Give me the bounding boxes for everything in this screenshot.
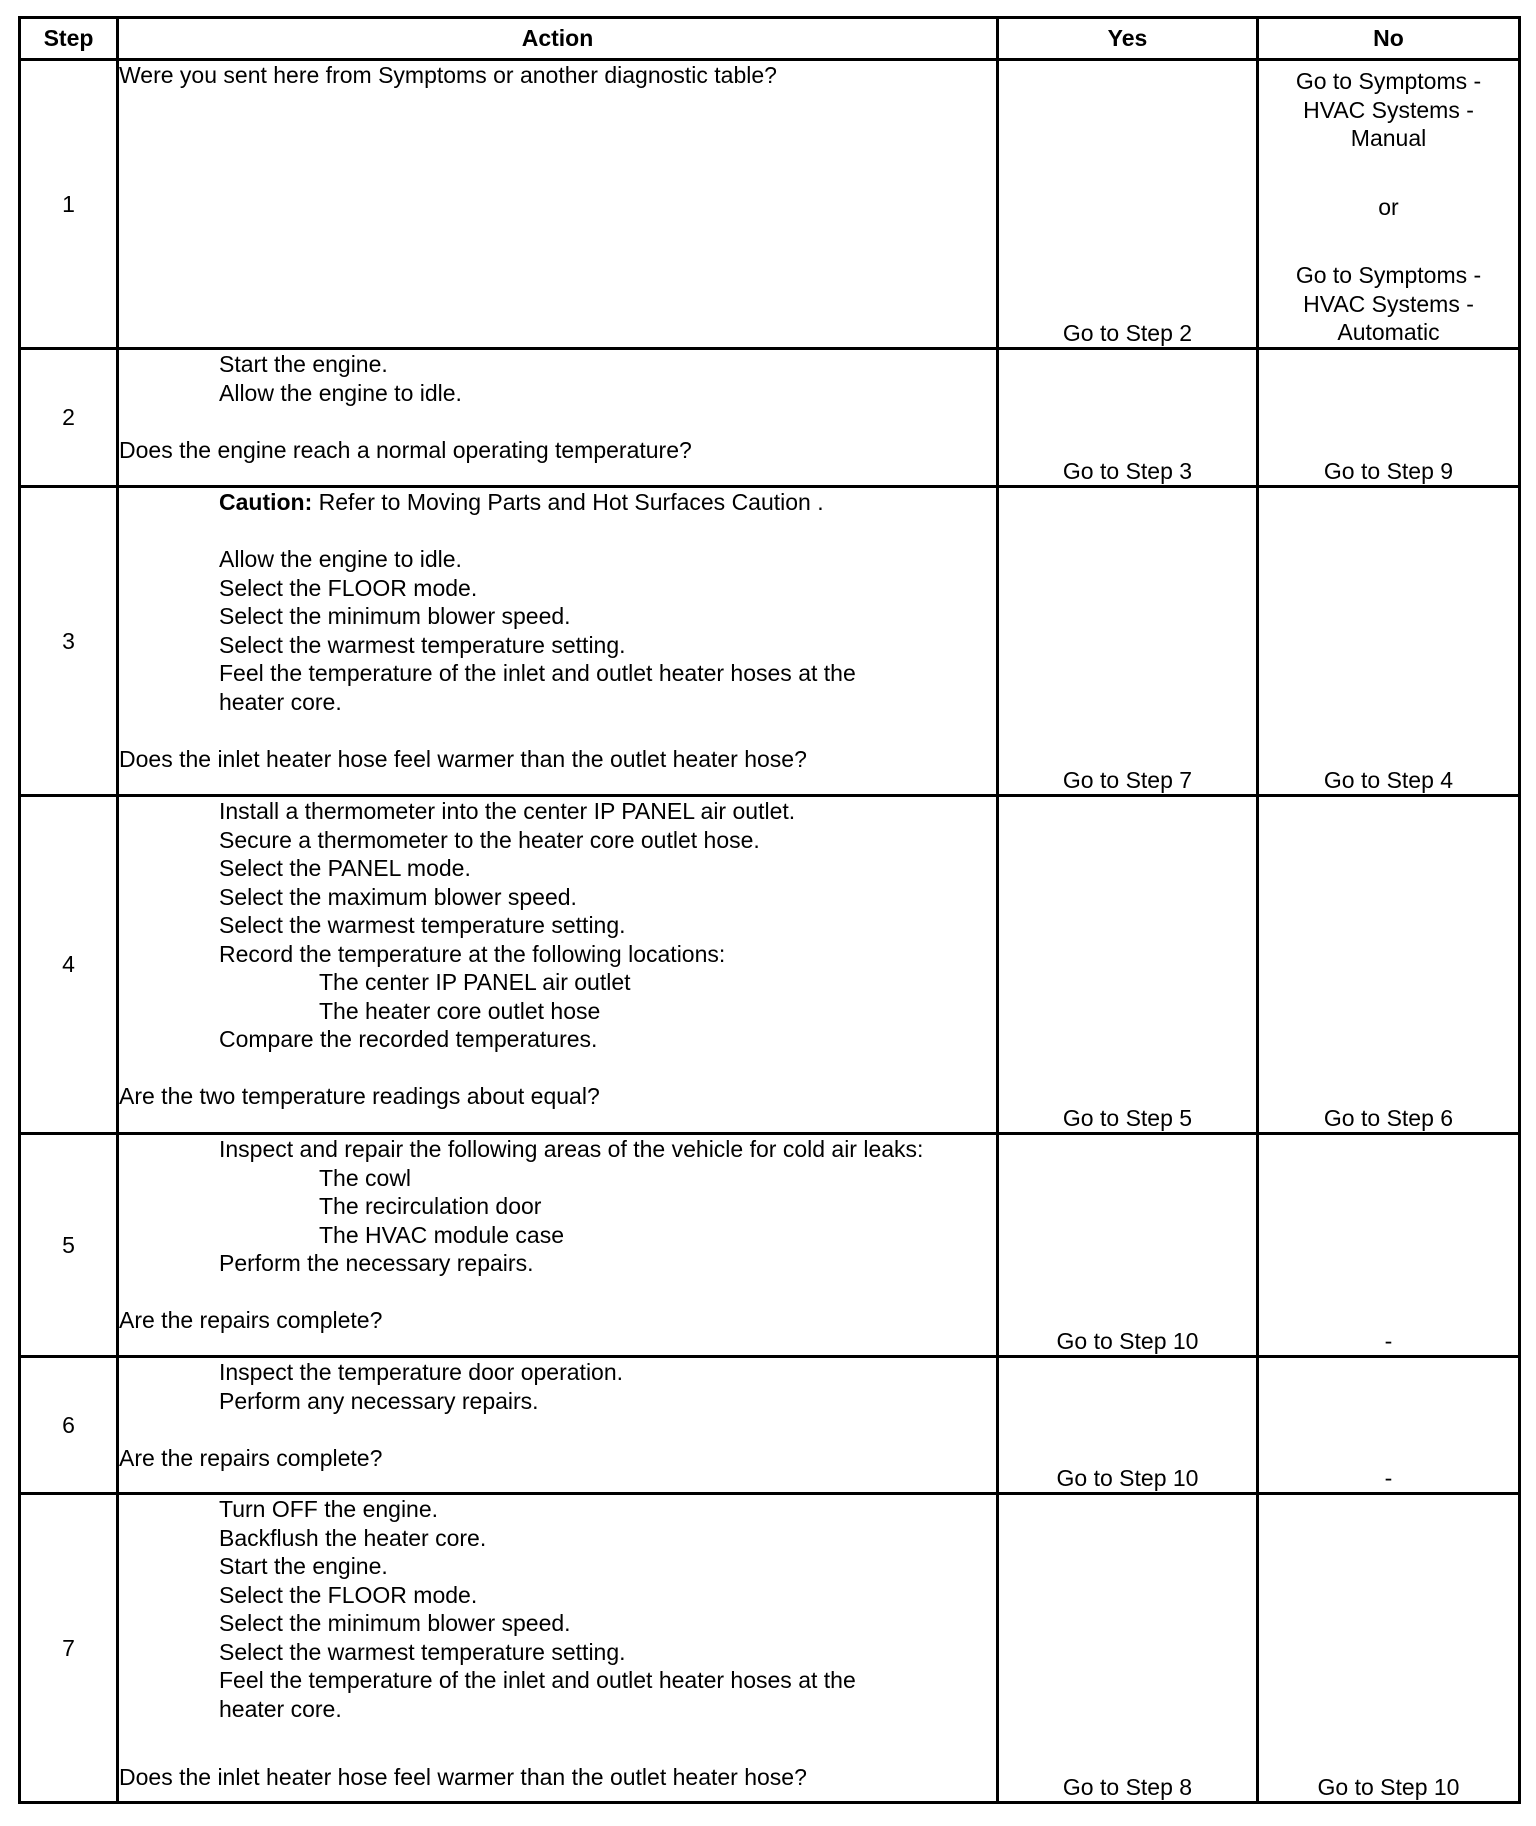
yes-cell: Go to Step 5 <box>998 796 1258 1134</box>
no-option-line: Go to Symptoms - <box>1295 68 1482 94</box>
action-line: heater core. <box>219 1695 342 1722</box>
step-number: 3 <box>20 487 118 796</box>
caution-text: Refer to Moving Parts and Hot Surfaces Caution . <box>312 489 824 515</box>
no-cell: Go to Step 9 <box>1258 349 1520 487</box>
action-line: Select the minimum blower speed. <box>219 1610 571 1636</box>
no-cell: Go to Step 4 <box>1258 487 1520 796</box>
no-cell <box>1258 60 1520 349</box>
action-line: Turn OFF the engine. <box>219 1496 439 1522</box>
action-line: Compare the recorded temperatures. <box>219 1026 598 1052</box>
action-line: Install a thermometer into the center IP PANEL air outlet. <box>219 798 796 824</box>
header-yes: Yes <box>998 18 1258 60</box>
action-subline: The HVAC module case <box>319 1221 565 1248</box>
action-line: Select the warmest temperature setting. <box>219 912 626 938</box>
table-row <box>20 1494 1520 1803</box>
action-cell <box>118 796 998 1134</box>
yes-cell: Go to Step 3 <box>998 349 1258 487</box>
question-text: Are the repairs complete? <box>119 1444 383 1471</box>
action-line: Start the engine. <box>219 1553 388 1579</box>
action-subline: The center IP PANEL air outlet <box>319 969 631 995</box>
action-line: Select the warmest temperature setting. <box>219 1638 626 1665</box>
action-line: Select the minimum blower speed. <box>219 603 571 629</box>
step-number: 5 <box>20 1134 118 1357</box>
header-row <box>20 18 1520 60</box>
action-line: Backflush the heater core. <box>219 1524 487 1551</box>
no-option-line: Automatic <box>1337 319 1440 345</box>
no-option-line: HVAC Systems - <box>1303 96 1474 123</box>
question-text: Are the two temperature readings about equal? <box>119 1083 600 1109</box>
step-number: 7 <box>20 1494 118 1803</box>
step-number: 4 <box>20 796 118 1134</box>
action-line: Select the FLOOR mode. <box>219 1581 478 1608</box>
caution-line <box>219 488 996 517</box>
table-row <box>20 60 1520 349</box>
question-text: Are the repairs complete? <box>119 1307 383 1333</box>
question-text: Does the engine reach a normal operating temperature? <box>119 436 692 463</box>
step-number: 6 <box>20 1357 118 1494</box>
action-line: Inspect and repair the following areas of the vehicle for cold air leaks: <box>219 1136 924 1162</box>
step-number: 2 <box>20 349 118 487</box>
action-cell <box>118 60 998 349</box>
no-cell: Go to Step 6 <box>1258 796 1520 1134</box>
yes-cell: Go to Step 10 <box>998 1134 1258 1357</box>
step-number: 1 <box>20 60 118 349</box>
action-subline: The recirculation door <box>319 1193 542 1219</box>
question-text: Does the inlet heater hose feel warmer than the outlet heater hose? <box>119 745 807 772</box>
action-subline: The heater core outlet hose <box>319 997 601 1024</box>
action-line: Allow the engine to idle. <box>219 379 462 406</box>
no-cell: - <box>1258 1357 1520 1494</box>
action-line: Select the maximum blower speed. <box>219 883 577 910</box>
no-cell: Go to Step 10 <box>1258 1494 1520 1803</box>
no-option-line: Go to Symptoms - <box>1295 262 1482 288</box>
question-text: Were you sent here from Symptoms or another diagnostic table? <box>119 62 777 88</box>
action-line: Inspect the temperature door operation. <box>219 1359 624 1385</box>
no-option-line: Manual <box>1350 125 1427 151</box>
action-line: Perform the necessary repairs. <box>219 1250 534 1276</box>
diagnostic-table <box>18 16 1521 1804</box>
action-line: Allow the engine to idle. <box>219 546 462 572</box>
action-line: Perform any necessary repairs. <box>219 1387 539 1414</box>
table-row <box>20 349 1520 487</box>
action-cell <box>118 349 998 487</box>
no-cell: - <box>1258 1134 1520 1357</box>
action-cell <box>118 1357 998 1494</box>
action-line: Select the warmest temperature setting. <box>219 631 626 658</box>
action-line: Record the temperature at the following locations: <box>219 940 726 967</box>
action-line: Start the engine. <box>219 351 388 377</box>
action-cell <box>118 1134 998 1357</box>
yes-cell: Go to Step 8 <box>998 1494 1258 1803</box>
yes-cell: Go to Step 7 <box>998 487 1258 796</box>
table-row <box>20 487 1520 796</box>
action-line: Feel the temperature of the inlet and outlet heater hoses at the <box>219 1667 856 1693</box>
action-cell <box>118 487 998 796</box>
action-line: Secure a thermometer to the heater core outlet hose. <box>219 826 760 853</box>
header-step: Step <box>20 18 118 60</box>
no-option-line: HVAC Systems - <box>1303 290 1474 317</box>
table-row <box>20 796 1520 1134</box>
caution-label: Caution: <box>219 489 313 515</box>
action-line: Feel the temperature of the inlet and outlet heater hoses at the <box>219 660 856 686</box>
yes-cell: Go to Step 2 <box>998 60 1258 349</box>
action-subline: The cowl <box>319 1164 412 1191</box>
yes-cell: Go to Step 10 <box>998 1357 1258 1494</box>
question-text: Does the inlet heater hose feel warmer than the outlet heater hose? <box>119 1764 807 1790</box>
table-row <box>20 1357 1520 1494</box>
header-no: No <box>1258 18 1520 60</box>
action-line: heater core. <box>219 688 342 715</box>
action-line: Select the PANEL mode. <box>219 855 471 881</box>
action-cell <box>118 1494 998 1803</box>
table-row <box>20 1134 1520 1357</box>
action-line: Select the FLOOR mode. <box>219 574 478 601</box>
no-or-text: or <box>1378 193 1399 220</box>
header-action: Action <box>118 18 998 60</box>
